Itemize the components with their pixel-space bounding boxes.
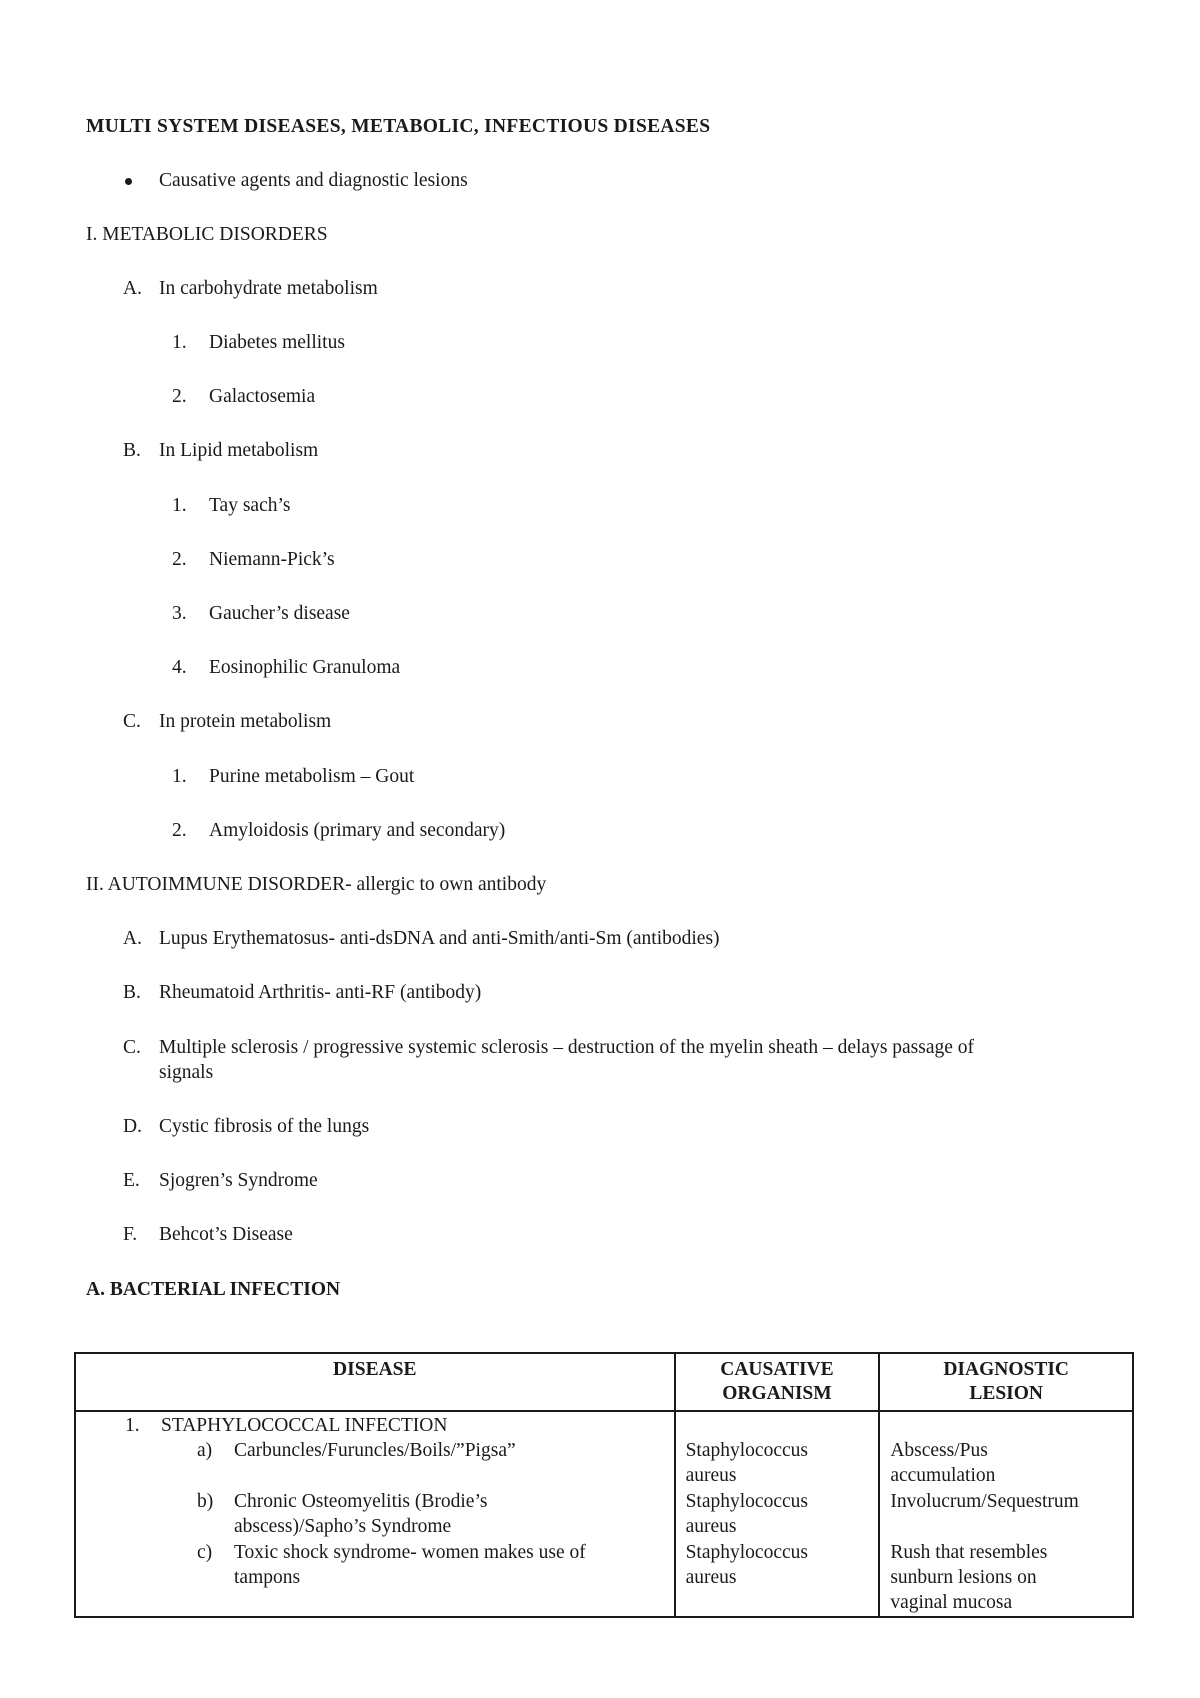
- lesion-cell: [879, 1411, 1133, 1617]
- list-item: Behcot’s Disease: [159, 1224, 293, 1245]
- lesion-text: Rush that resembles: [890, 1542, 1048, 1563]
- list-item: In protein metabolism: [159, 711, 332, 732]
- section-heading-metabolic: I. METABOLIC DISORDERS: [86, 224, 328, 245]
- list-marker: 1.: [172, 766, 187, 787]
- disease-name: tampons: [234, 1567, 301, 1588]
- organism-name: Staphylococcus: [685, 1491, 808, 1512]
- header-lesion-label: DIAGNOSTIC: [943, 1359, 1070, 1380]
- header-organism: [675, 1353, 880, 1411]
- organism-name: aureus: [685, 1465, 737, 1486]
- disease-name: Carbuncles/Furuncles/Boils/”Pigsa”: [234, 1440, 516, 1461]
- list-item-continuation: signals: [159, 1062, 214, 1083]
- header-organism-label: CAUSATIVE: [720, 1359, 834, 1380]
- list-marker: C.: [123, 1037, 141, 1058]
- list-marker: C.: [123, 711, 141, 732]
- disease-name: abscess)/Sapho’s Syndrome: [234, 1516, 452, 1537]
- list-item: Cystic fibrosis of the lungs: [159, 1116, 370, 1137]
- list-item: Eosinophilic Granuloma: [209, 657, 401, 678]
- list-item: Rheumatoid Arthritis- anti-RF (antibody): [159, 982, 482, 1003]
- section-heading-bacterial: A. BACTERIAL INFECTION: [86, 1279, 341, 1300]
- organism-name: aureus: [685, 1567, 737, 1588]
- organism-name: aureus: [685, 1516, 737, 1537]
- list-item: Multiple sclerosis / progressive systemic sclerosis – destruction of the myelin sheath – delays passage of: [159, 1037, 975, 1058]
- list-marker: B.: [123, 982, 141, 1003]
- disease-cell: [75, 1411, 675, 1617]
- list-marker: D.: [123, 1116, 142, 1137]
- list-item: Galactosemia: [209, 386, 316, 407]
- lesion-text: sunburn lesions on: [890, 1567, 1037, 1588]
- disease-name: Toxic shock syndrome- women makes use of: [234, 1542, 586, 1563]
- list-item: Gaucher’s disease: [209, 603, 350, 624]
- list-marker: 1.: [172, 495, 187, 516]
- lesion-text: vaginal mucosa: [890, 1592, 1013, 1613]
- list-item: In carbohydrate metabolism: [159, 278, 378, 299]
- header-disease: [75, 1353, 675, 1411]
- list-marker: F.: [123, 1224, 138, 1245]
- list-marker: 2.: [172, 820, 187, 841]
- list-item: Lupus Erythematosus- anti-dsDNA and anti-Smith/anti-Sm (antibodies): [159, 928, 720, 949]
- header-organism-label: ORGANISM: [722, 1383, 832, 1404]
- list-item: Tay sach’s: [209, 495, 291, 516]
- list-item: Niemann-Pick’s: [209, 549, 335, 570]
- bullet-text: Causative agents and diagnostic lesions: [159, 170, 468, 191]
- list-item: Sjogren’s Syndrome: [159, 1170, 318, 1191]
- list-item: In Lipid metabolism: [159, 440, 319, 461]
- lesion-text: Involucrum/Sequestrum: [890, 1491, 1079, 1512]
- list-marker: A.: [123, 278, 142, 299]
- list-marker: c): [197, 1542, 213, 1563]
- section-heading-autoimmune: II. AUTOIMMUNE DISORDER- allergic to own antibody: [86, 874, 547, 895]
- organism-name: Staphylococcus: [685, 1440, 808, 1461]
- organism-cell: [675, 1411, 880, 1617]
- list-marker: A.: [123, 928, 142, 949]
- header-lesion-label: LESION: [969, 1383, 1044, 1404]
- list-item: Diabetes mellitus: [209, 332, 345, 353]
- lesion-text: Abscess/Pus: [890, 1440, 988, 1461]
- table-group-label: STAPHYLOCOCCAL INFECTION: [161, 1415, 448, 1436]
- organism-name: Staphylococcus: [685, 1542, 808, 1563]
- list-marker: b): [197, 1491, 214, 1512]
- table-row: [75, 1411, 1133, 1617]
- list-item: Purine metabolism – Gout: [209, 766, 415, 787]
- list-marker: 2.: [172, 386, 187, 407]
- list-item: Amyloidosis (primary and secondary): [209, 820, 506, 841]
- list-marker: 3.: [172, 603, 187, 624]
- list-marker: B.: [123, 440, 141, 461]
- list-marker: E.: [123, 1170, 140, 1191]
- table-header-row: [75, 1353, 1133, 1411]
- list-marker: 4.: [172, 657, 187, 678]
- list-marker: 1.: [172, 332, 187, 353]
- infection-table: [74, 1352, 1134, 1618]
- list-marker: 1.: [125, 1415, 140, 1436]
- bullet-icon: [125, 178, 132, 185]
- page-title: MULTI SYSTEM DISEASES, METABOLIC, INFECTIOUS DISEASES: [86, 116, 711, 137]
- list-marker: a): [197, 1440, 213, 1461]
- header-disease-label: DISEASE: [333, 1359, 417, 1380]
- header-lesion: [879, 1353, 1133, 1411]
- lesion-text: accumulation: [890, 1465, 996, 1486]
- list-marker: 2.: [172, 549, 187, 570]
- disease-name: Chronic Osteomyelitis (Brodie’s: [234, 1491, 488, 1512]
